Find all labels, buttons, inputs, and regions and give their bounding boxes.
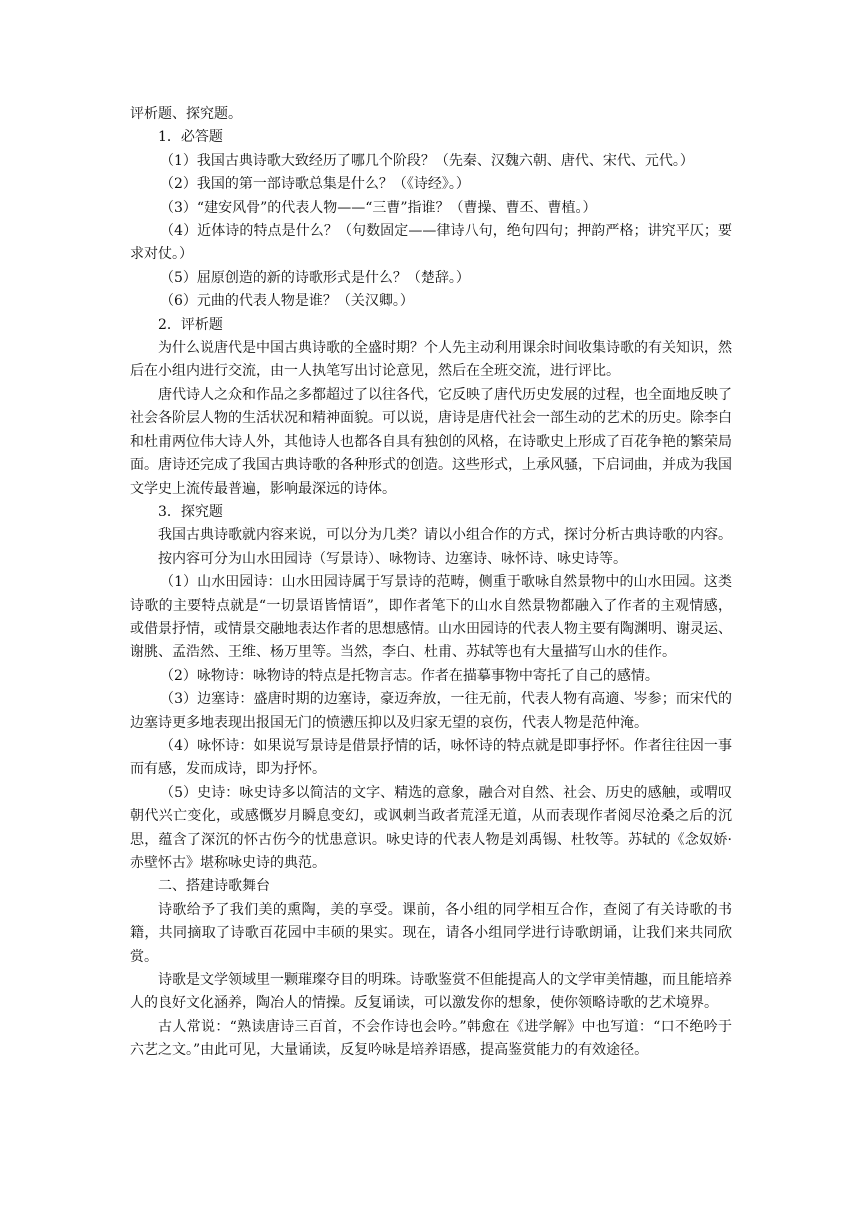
document-body bbox=[130, 103, 732, 1063]
paragraph: 评析题、探究题。 bbox=[130, 106, 242, 122]
category-item: （3）边塞诗：盛唐时期的边塞诗，豪迈奔放，一往无前，代表人物有高適、岑参；而宋代的边塞诗更多地表现出报国无门的愤懑压抑以及归家无望的哀伤，代表人物是范仲淹。 bbox=[130, 691, 732, 731]
paragraph: 我国古典诗歌就内容来说，可以分为几类？请以小组合作的方式，探讨分析古典诗歌的内容。 bbox=[158, 527, 732, 544]
paragraph: 按内容可分为山水田园诗（写景诗）、咏物诗、边塞诗、咏怀诗、咏史诗等。 bbox=[158, 550, 627, 567]
category-item: （1）山水田园诗：山水田园诗属于写景诗的范畴，侧重于歌咏自然景物中的山水田园。这类诗歌的主要特点就是“一切景语皆情语”，即作者笔下的山水自然景物都融入了作者的主观情感，或借景抒情，或情景交融地表达作者的思想感情。山水田园诗的代表人物主要有陶渊明、谢灵运、谢朓、孟浩然、王维、杨万里等。当然，李白、杜甫、苏轼等也有大量描写山水的佳作。 bbox=[130, 574, 732, 661]
category-item: （5）史诗：咏史诗多以简洁的文字、精选的意象，融合对自然、社会、历史的感触，或喟叹朝代兴亡变化，或感慨岁月瞬息变幻，或讽刺当政者荒淫无道，从而表现作者阅尽沧桑之后的沉思，蕴含了深沉的怀古伤今的忧患意识。咏史诗的代表人物是刘禹锡、杜牧等。苏轼的《念奴娇·赤壁怀古》堪称咏史诗的典范。 bbox=[130, 784, 732, 871]
section-heading: 3．探究题 bbox=[158, 503, 223, 520]
paragraph: 古人常说：“熟读唐诗三百首，不会作诗也会吟。”韩愈在《进学解》中也写道：“口不绝吟于六艺之文。”由此可见，大量诵读，反复吟咏是培养语感，提高鉴赏能力的有效途径。 bbox=[130, 1018, 732, 1059]
section-heading: 二、搭建诗歌舞台 bbox=[158, 878, 270, 895]
question-item: （2）我国的第一部诗歌总集是什么？（《诗经》。） bbox=[160, 176, 470, 193]
paragraph: 诗歌给予了我们美的熏陶，美的享受。课前，各小组的同学相互合作，查阅了有关诗歌的书籍，共同摘取了诗歌百花园中丰硕的果实。现在，请各小组同学进行诗歌朗诵，让我们来共同欣赏。 bbox=[130, 901, 732, 965]
question-item: （1）我国古典诗歌大致经历了哪几个阶段？（先秦、汉魏六朝、唐代、宋代、元代。） bbox=[160, 152, 694, 169]
question-item: （6）元曲的代表人物是谁？（关汉卿。） bbox=[160, 293, 414, 310]
section-heading: 2．评析题 bbox=[158, 316, 223, 333]
paragraph: 诗歌是文学领域里一颗璀璨夺目的明珠。诗歌鉴赏不但能提高人的文学审美情趣，而且能培养人的良好文化涵养，陶冶人的情操。反复诵读，可以激发你的想象，使你领略诗歌的艺术境界。 bbox=[130, 972, 732, 1012]
category-item: （4）咏怀诗：如果说写景诗是借景抒情的话，咏怀诗的特点就是即事抒怀。作者往往因一事而有感，发而成诗，即为抒怀。 bbox=[130, 737, 732, 778]
category-item: （2）咏物诗：咏物诗的特点是托物言志。作者在描摹事物中寄托了自己的感情。 bbox=[160, 667, 659, 684]
section-heading: 1．必答题 bbox=[158, 129, 223, 146]
paragraph: 唐代诗人之众和作品之多都超过了以往各代，它反映了唐代历史发展的过程，也全面地反映了社会各阶层人物的生活状况和精神面貌。可以说，唐诗是唐代社会一部生动的艺术的历史。除李白和杜甫两位伟大诗人外，其他诗人也都各自具有独创的风格，在诗歌史上形成了百花争艳的繁荣局面。唐诗还完成了我国古典诗歌的各种形式的创造。这些形式，上承风骚，下启词曲，并成为我国文学史上流传最普遍，影响最深远的诗体。 bbox=[130, 386, 732, 497]
question-item: （3）“建安风骨”的代表人物——“三曹”指谁？（曹操、曹丕、曹植。） bbox=[160, 199, 597, 216]
question-item: （5）屈原创造的新的诗歌形式是什么？（楚辞。） bbox=[160, 269, 470, 286]
paragraph: 为什么说唐代是中国古典诗歌的全盛时期？个人先主动利用课余时间收集诗歌的有关知识，然后在小组内进行交流，由一人执笔写出讨论意见，然后在全班交流，进行评比。 bbox=[130, 340, 732, 380]
question-item: （4）近体诗的特点是什么？（句数固定——律诗八句，绝句四句；押韵严格；讲究平仄；要求对仗。） bbox=[130, 223, 732, 263]
